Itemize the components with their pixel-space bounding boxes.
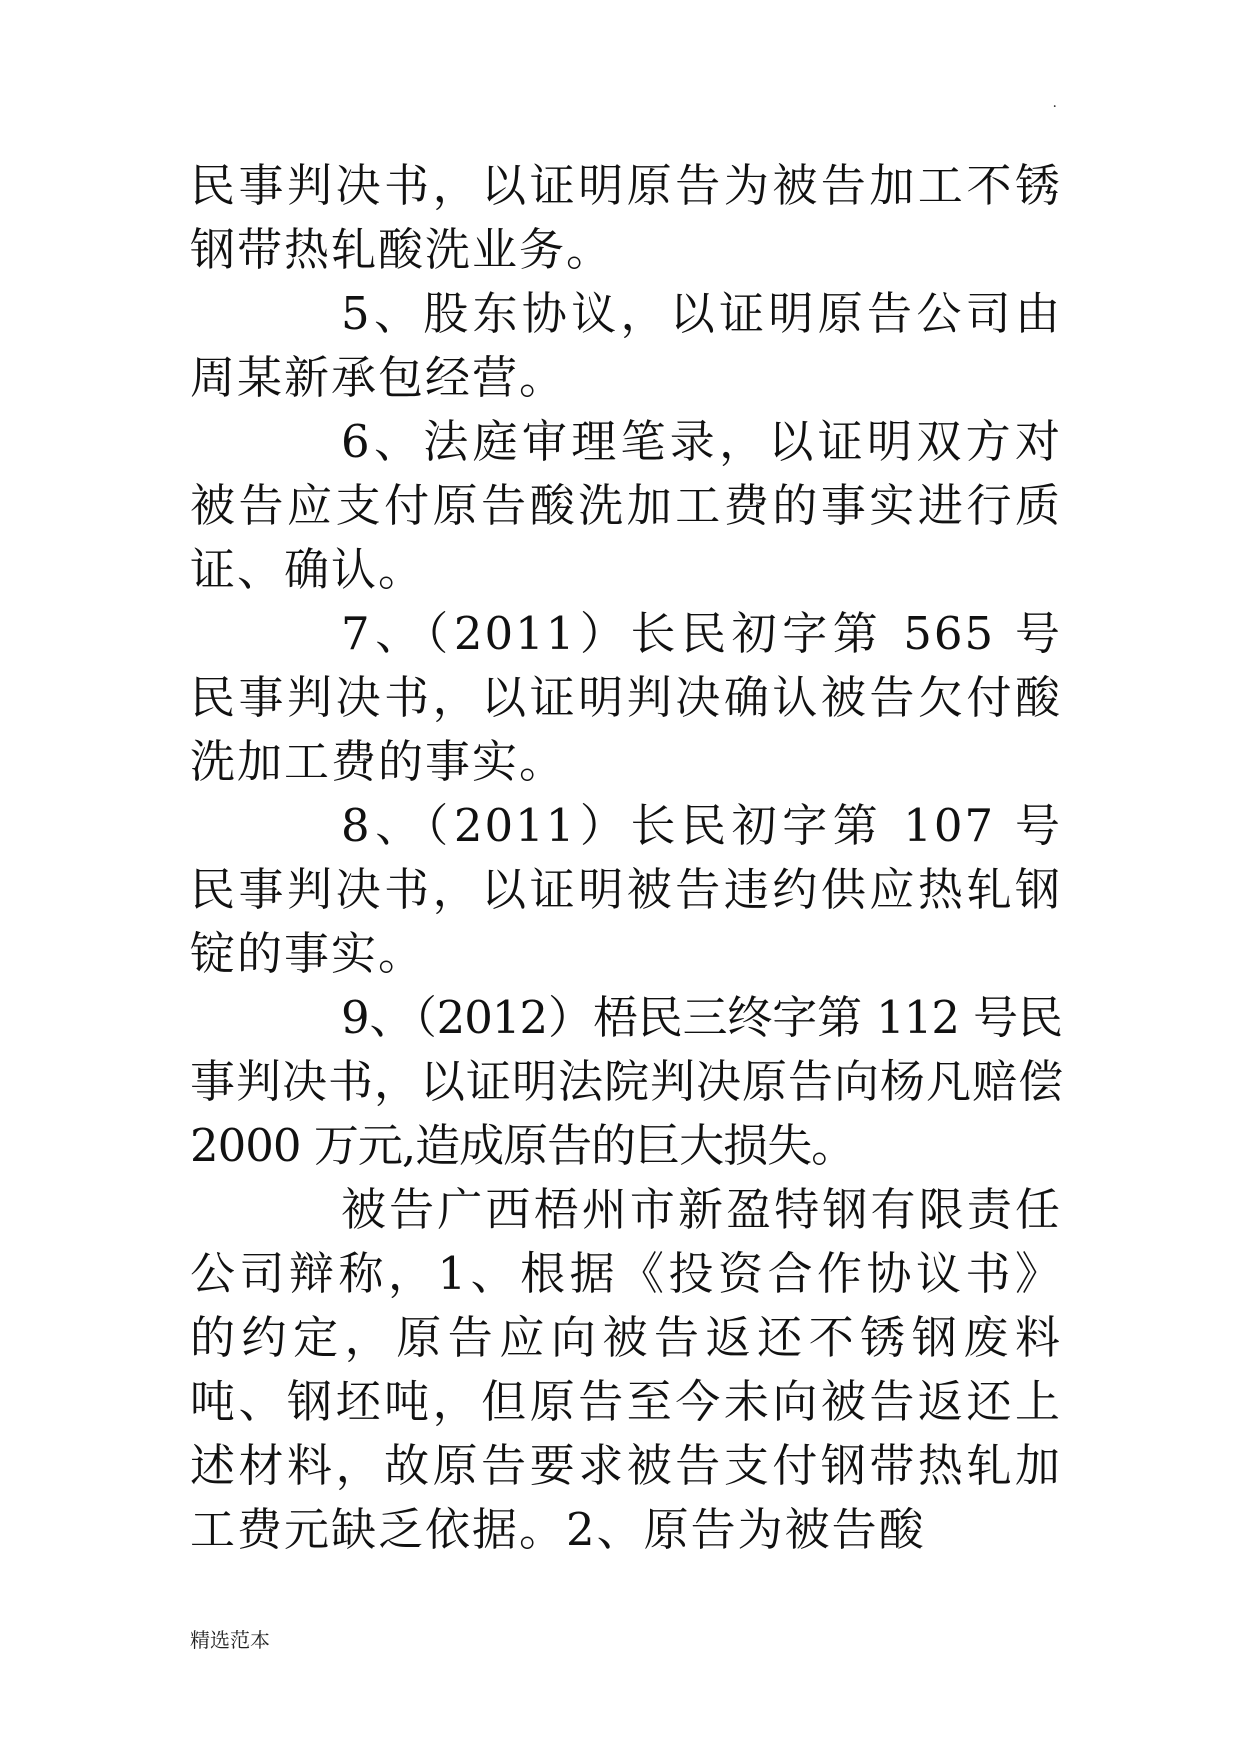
paragraph-evidence-7: 7、（2011）长民初字第 565 号民事判决书，以证明判决确认被告欠付酸洗加工费的事实。 — [190, 607, 1062, 788]
paragraph-evidence-5: 5、股东协议，以证明原告公司由周某新承包经营。 — [190, 287, 1062, 404]
footer-note: 精选范本 — [190, 1628, 270, 1652]
header-dot: . — [1052, 95, 1057, 111]
paragraph-defendant-argument: 被告广西梧州市新盈特钢有限责任公司辩称，1、根据《投资合作协议书》的约定，原告应向被告返还不锈钢废料吨、钢坯吨，但原告至今未向被告返还上述材料，故原告要求被告支付钢带热轧加工费元缺乏依据。2、原告为被告酸 — [190, 1183, 1062, 1556]
paragraph-evidence-8: 8、（2011）长民初字第 107 号民事判决书，以证明被告违约供应热轧钢锭的事实。 — [190, 799, 1062, 980]
document-body — [190, 154, 1062, 1562]
paragraph-evidence-6: 6、法庭审理笔录，以证明双方对被告应支付原告酸洗加工费的事实进行质证、确认。 — [190, 415, 1062, 596]
paragraph-continued-judgment: 民事判决书，以证明原告为被告加工不锈钢带热轧酸洗业务。 — [190, 159, 1062, 276]
paragraph-evidence-9: 9、（2012）梧民三终字第 112 号民事判决书，以证明法院判决原告向杨凡赔偿 2000 万元,造成原告的巨大损失。 — [190, 991, 1062, 1172]
